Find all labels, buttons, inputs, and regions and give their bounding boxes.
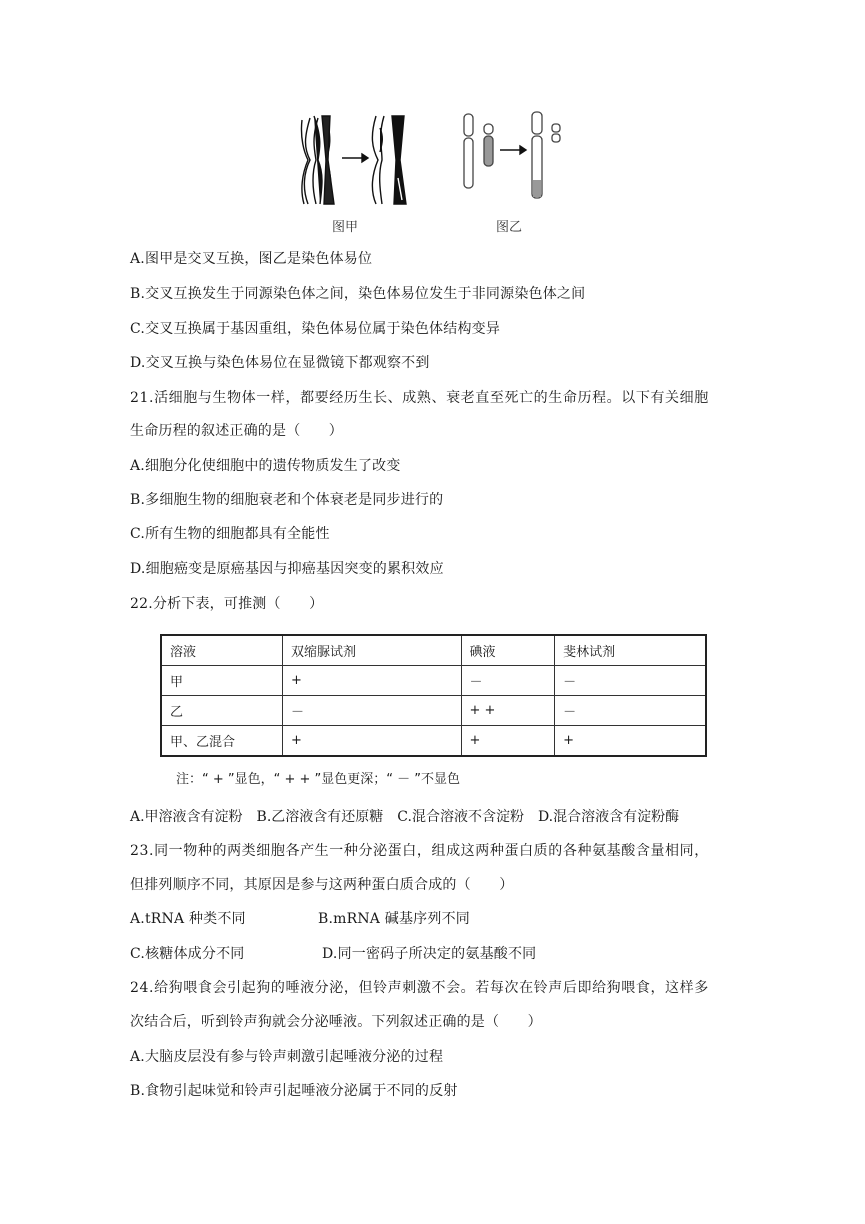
q20-option-b: B.交叉互换发生于同源染色体之间，染色体易位发生于非同源染色体之间: [130, 286, 586, 302]
figure-b-before: [464, 114, 493, 188]
q20-option-d: D.交叉互换与染色体易位在显微镜下都观察不到: [130, 355, 430, 371]
q24-option-a: A.大脑皮层没有参与铃声刺激引起唾液分泌的过程: [130, 1049, 444, 1065]
q23-stem-line2: 但排列顺序不同，其原因是参与这两种蛋白质合成的（ ）: [130, 877, 514, 893]
q23-option-c: C.核糖体成分不同: [130, 946, 245, 962]
figure-a-caption: 图甲: [332, 220, 359, 235]
q20-option-c: C.交叉互换属于基因重组，染色体易位属于染色体结构变异: [130, 321, 501, 337]
q22-options: A.甲溶液含有淀粉 B.乙溶液含有还原糖 C.混合溶液不含淀粉 D.混合溶液含有淀粉酶: [130, 809, 680, 825]
table-row: [161, 726, 706, 757]
table-header-cell: 斐林试剂: [555, 635, 706, 666]
table-cell: －: [283, 696, 462, 726]
table-header-cell: 溶液: [161, 635, 283, 666]
figure-b-arrow: [500, 146, 526, 154]
table-row: [161, 696, 706, 726]
table-cell: +: [461, 726, 555, 757]
table-header-row: [161, 635, 706, 666]
q24-option-b: B.食物引起味觉和铃声引起唾液分泌属于不同的反射: [130, 1083, 458, 1099]
table-header-cell: 双缩脲试剂: [283, 635, 462, 666]
table-note: 注：“ + ”显色，“ + + ”显色更深；“ － ”不显色: [176, 772, 461, 787]
q21-option-a: A.细胞分化使细胞中的遗传物质发生了改变: [130, 458, 401, 474]
figure-b-after: [532, 112, 560, 198]
q22-stem: 22.分析下表，可推测（ ）: [130, 596, 324, 612]
q24-stem-line1: 24.给狗喂食会引起狗的唾液分泌，但铃声刺激不会。若每次在铃声后即给狗喂食，这样多: [130, 980, 709, 996]
reagent-table: [160, 634, 707, 757]
table-header-cell: 碘液: [461, 635, 555, 666]
figure-a-arrow: [342, 154, 368, 162]
chromosome-figure: [296, 108, 566, 236]
q20-option-a: A.图甲是交叉互换，图乙是染色体易位: [130, 251, 373, 267]
q23-option-a: A.tRNA 种类不同: [130, 911, 246, 927]
q21-option-b: B.多细胞生物的细胞衰老和个体衰老是同步进行的: [130, 492, 444, 508]
figure-a-after: [372, 116, 406, 204]
table-cell: 甲: [161, 666, 283, 696]
q21-option-d: D.细胞癌变是原癌基因与抑癌基因突变的累积效应: [130, 561, 444, 577]
q23-stem-line1: 23.同一物种的两类细胞各产生一种分泌蛋白，组成这两种蛋白质的各种氨基酸含量相同，: [130, 843, 709, 859]
q21-option-c: C.所有生物的细胞都具有全能性: [130, 526, 330, 542]
table-cell: －: [555, 696, 706, 726]
q23-option-b: B.mRNA 碱基序列不同: [318, 911, 470, 927]
q23-option-d: D.同一密码子所决定的氨基酸不同: [322, 946, 537, 962]
table-row: [161, 666, 706, 696]
table-cell: 乙: [161, 696, 283, 726]
table-cell: +: [555, 726, 706, 757]
table-cell: +: [283, 726, 462, 757]
table-cell: + +: [461, 696, 555, 726]
q21-stem-line1: 21.活细胞与生物体一样，都要经历生长、成熟、衰老直至死亡的生命历程。以下有关细胞: [130, 390, 709, 406]
q24-stem-line2: 次结合后，听到铃声狗就会分泌唾液。下列叙述正确的是（ ）: [130, 1014, 542, 1030]
figure-a-before: [301, 116, 334, 204]
figure-b-caption: 图乙: [496, 220, 523, 235]
table-cell: －: [461, 666, 555, 696]
table-cell: －: [555, 666, 706, 696]
table-cell: 甲、乙混合: [161, 726, 283, 757]
q21-stem-line2: 生命历程的叙述正确的是（ ）: [130, 423, 343, 439]
table-cell: +: [283, 666, 462, 696]
